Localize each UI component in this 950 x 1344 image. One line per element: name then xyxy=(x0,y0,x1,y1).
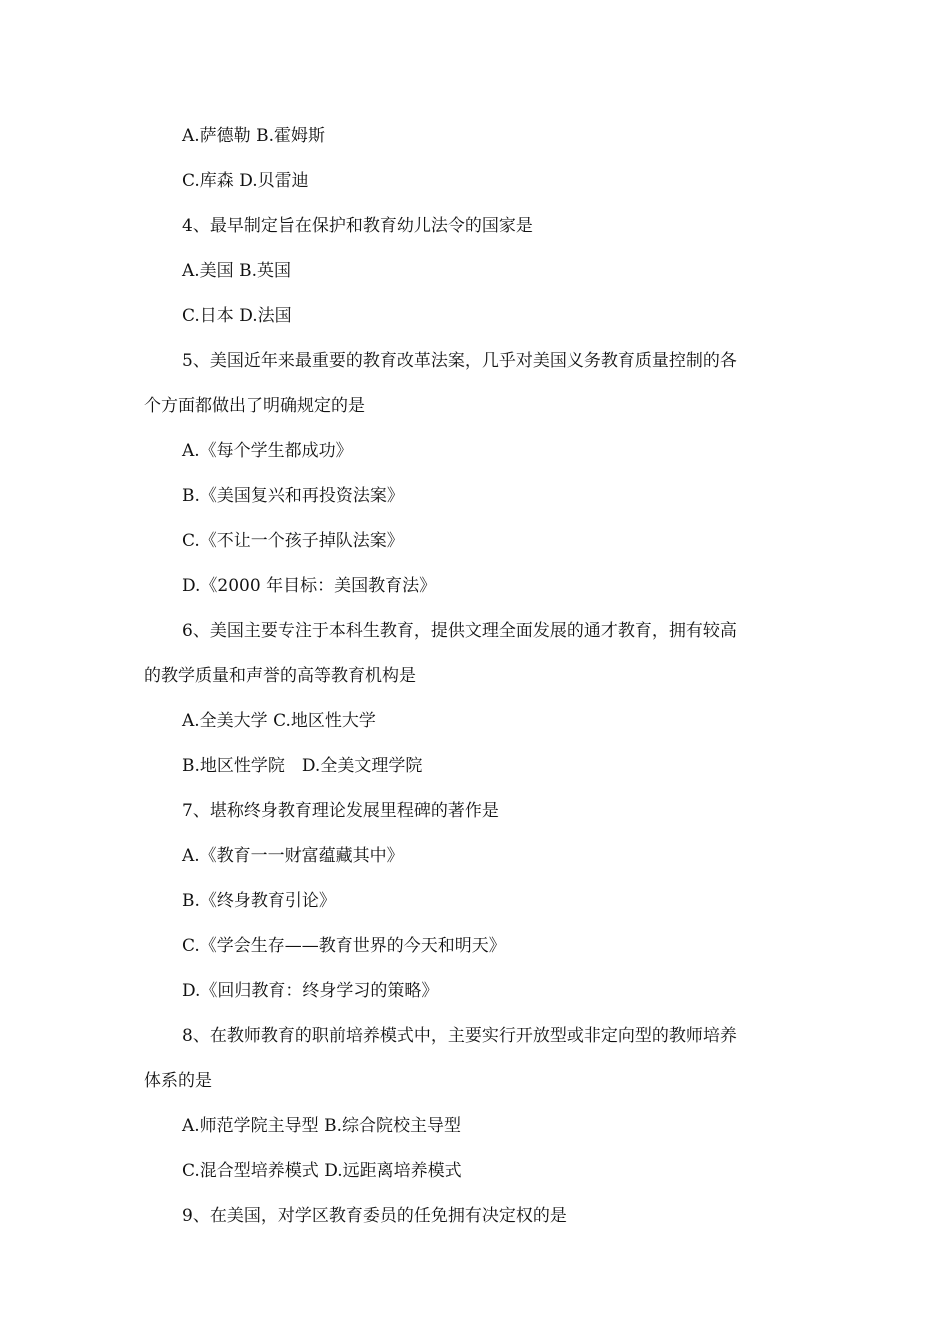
option-line: A.师范学院主导型 B.综合院校主导型 xyxy=(182,1116,461,1136)
option-line: B.《终身教育引论》 xyxy=(182,891,336,911)
question-5-continuation: 个方面都做出了明确规定的是 xyxy=(144,396,365,416)
question-6-continuation: 的教学质量和声誉的高等教育机构是 xyxy=(144,666,416,686)
option-line: A.《教育一一财富蕴藏其中》 xyxy=(182,846,404,866)
question-8-continuation: 体系的是 xyxy=(144,1071,212,1091)
question-7: 7、堪称终身教育理论发展里程碑的著作是 xyxy=(182,801,499,821)
option-line: C.《不让一个孩子掉队法案》 xyxy=(182,531,404,551)
question-5: 5、美国近年来最重要的教育改革法案，几乎对美国义务教育质量控制的各 xyxy=(182,351,737,371)
option-line: A.萨德勒 B.霍姆斯 xyxy=(182,126,325,146)
option-line: A.《每个学生都成功》 xyxy=(182,441,353,461)
option-line: C.库森 D.贝雷迪 xyxy=(182,171,309,191)
option-line: C.日本 D.法国 xyxy=(182,306,292,326)
question-6: 6、美国主要专注于本科生教育，提供文理全面发展的通才教育，拥有较高 xyxy=(182,621,737,641)
option-line: C.混合型培养模式 D.远距离培养模式 xyxy=(182,1161,462,1181)
option-line: C.《学会生存——教育世界的今天和明天》 xyxy=(182,936,506,956)
option-line: B.《美国复兴和再投资法案》 xyxy=(182,486,404,506)
option-line: D.《2000 年目标：美国教育法》 xyxy=(182,576,437,596)
question-4: 4、最早制定旨在保护和教育幼儿法令的国家是 xyxy=(182,216,533,236)
option-line: A.美国 B.英国 xyxy=(182,261,291,281)
question-9: 9、在美国，对学区教育委员的任免拥有决定权的是 xyxy=(182,1206,567,1226)
option-line: B.地区性学院 D.全美文理学院 xyxy=(182,756,423,776)
question-8: 8、在教师教育的职前培养模式中，主要实行开放型或非定向型的教师培养 xyxy=(182,1026,737,1046)
option-line: A.全美大学 C.地区性大学 xyxy=(182,711,376,731)
option-line: D.《回归教育：终身学习的策略》 xyxy=(182,981,439,1001)
